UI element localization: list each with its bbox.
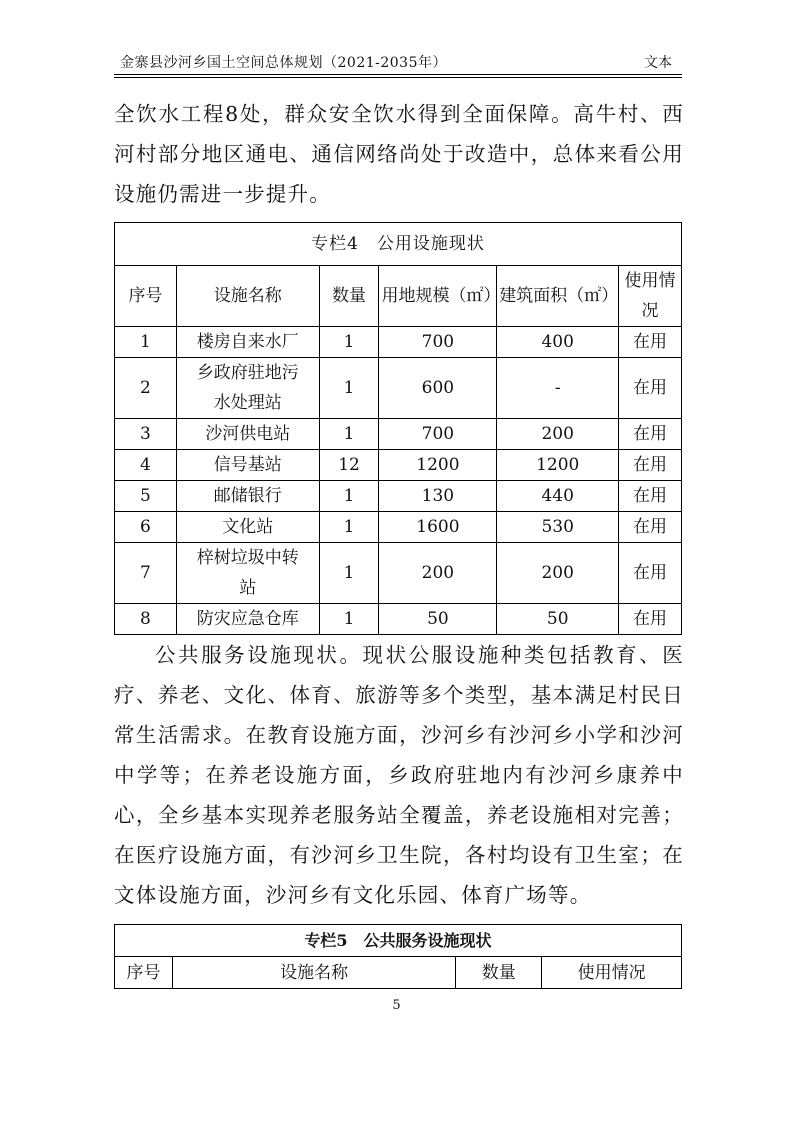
cell-status: 在用 [619, 512, 682, 543]
cell-index: 8 [115, 604, 177, 635]
cell-index: 7 [115, 543, 177, 604]
cell-building: - [497, 358, 619, 419]
table-public-services [114, 924, 682, 989]
cell-land: 600 [379, 358, 497, 419]
column-header-land: 用地规模（㎡） [379, 266, 497, 327]
cell-land: 50 [379, 604, 497, 635]
cell-name: 文化站 [176, 512, 319, 543]
cell-count: 1 [319, 327, 379, 358]
cell-name: 防灾应急仓库 [176, 604, 319, 635]
cell-status: 在用 [619, 604, 682, 635]
cell-building: 1200 [497, 450, 619, 481]
column-header-index: 序号 [115, 957, 173, 989]
cell-name: 乡政府驻地污水处理站 [176, 358, 319, 419]
page-number: 5 [392, 998, 401, 1013]
cell-building: 50 [497, 604, 619, 635]
cell-name: 楼房自来水厂 [176, 327, 319, 358]
cell-status: 在用 [619, 358, 682, 419]
cell-building: 440 [497, 481, 619, 512]
header-title: 金寨县沙河乡国土空间总体规划（2021-2035年） [120, 55, 447, 71]
cell-status: 在用 [619, 327, 682, 358]
cell-building: 200 [497, 419, 619, 450]
cell-count: 1 [319, 481, 379, 512]
cell-index: 1 [115, 327, 177, 358]
cell-land: 130 [379, 481, 497, 512]
cell-name: 梓树垃圾中转站 [176, 543, 319, 604]
table-caption: 专栏5 公共服务设施现状 [115, 925, 682, 957]
column-header-count: 数量 [319, 266, 379, 327]
cell-building: 530 [497, 512, 619, 543]
cell-count: 1 [319, 419, 379, 450]
column-header-status: 使用情况 [542, 957, 682, 989]
table-row [115, 327, 682, 358]
cell-count: 12 [319, 450, 379, 481]
table-row [115, 604, 682, 635]
cell-count: 1 [319, 604, 379, 635]
table-caption: 专栏4 公用设施现状 [115, 223, 682, 266]
cell-land: 700 [379, 419, 497, 450]
table-public-utilities [114, 222, 682, 635]
cell-status: 在用 [619, 419, 682, 450]
cell-index: 3 [115, 419, 177, 450]
cell-index: 6 [115, 512, 177, 543]
cell-count: 1 [319, 543, 379, 604]
cell-index: 5 [115, 481, 177, 512]
cell-name: 邮储银行 [176, 481, 319, 512]
table-row [115, 481, 682, 512]
cell-status: 在用 [619, 481, 682, 512]
column-header-count: 数量 [456, 957, 542, 989]
cell-status: 在用 [619, 543, 682, 604]
header-doc-type: 文本 [644, 55, 672, 71]
cell-building: 200 [497, 543, 619, 604]
paragraph-public-services: 公共服务设施现状。现状公服设施种类包括教育、医疗、养老、文化、体育、旅游等多个类型，基本满足村民日常生活需求。在教育设施方面，沙河乡有沙河乡小学和沙河中学等；在养老设施方面，乡政府驻地内有沙河乡康养中心，全乡基本实现养老服务站全覆盖，养老设施相对完善；在医疗设施方面，有沙河乡卫生院，各村均设有卫生室；在文体设施方面，沙河乡有文化乐园、体育广场等。 [114, 643, 684, 907]
page-header [114, 50, 682, 75]
cell-land: 1200 [379, 450, 497, 481]
table-row [115, 419, 682, 450]
table-row [115, 450, 682, 481]
column-header-name: 设施名称 [172, 957, 455, 989]
column-header-name: 设施名称 [176, 266, 319, 327]
cell-count: 1 [319, 512, 379, 543]
paragraph-utilities-intro: 全饮水工程8处，群众安全饮水得到全面保障。高牛村、西河村部分地区通电、通信网络尚处于改造中，总体来看公用设施仍需进一步提升。 [114, 102, 684, 206]
cell-index: 2 [115, 358, 177, 419]
cell-land: 1600 [379, 512, 497, 543]
column-header-status: 使用情况 [619, 266, 682, 327]
table-row [115, 512, 682, 543]
table-row [115, 358, 682, 419]
cell-name: 沙河供电站 [176, 419, 319, 450]
cell-index: 4 [115, 450, 177, 481]
cell-status: 在用 [619, 450, 682, 481]
cell-land: 200 [379, 543, 497, 604]
table-row [115, 543, 682, 604]
cell-count: 1 [319, 358, 379, 419]
column-header-building: 建筑面积（㎡） [497, 266, 619, 327]
cell-land: 700 [379, 327, 497, 358]
column-header-index: 序号 [115, 266, 177, 327]
cell-name: 信号基站 [176, 450, 319, 481]
cell-building: 400 [497, 327, 619, 358]
